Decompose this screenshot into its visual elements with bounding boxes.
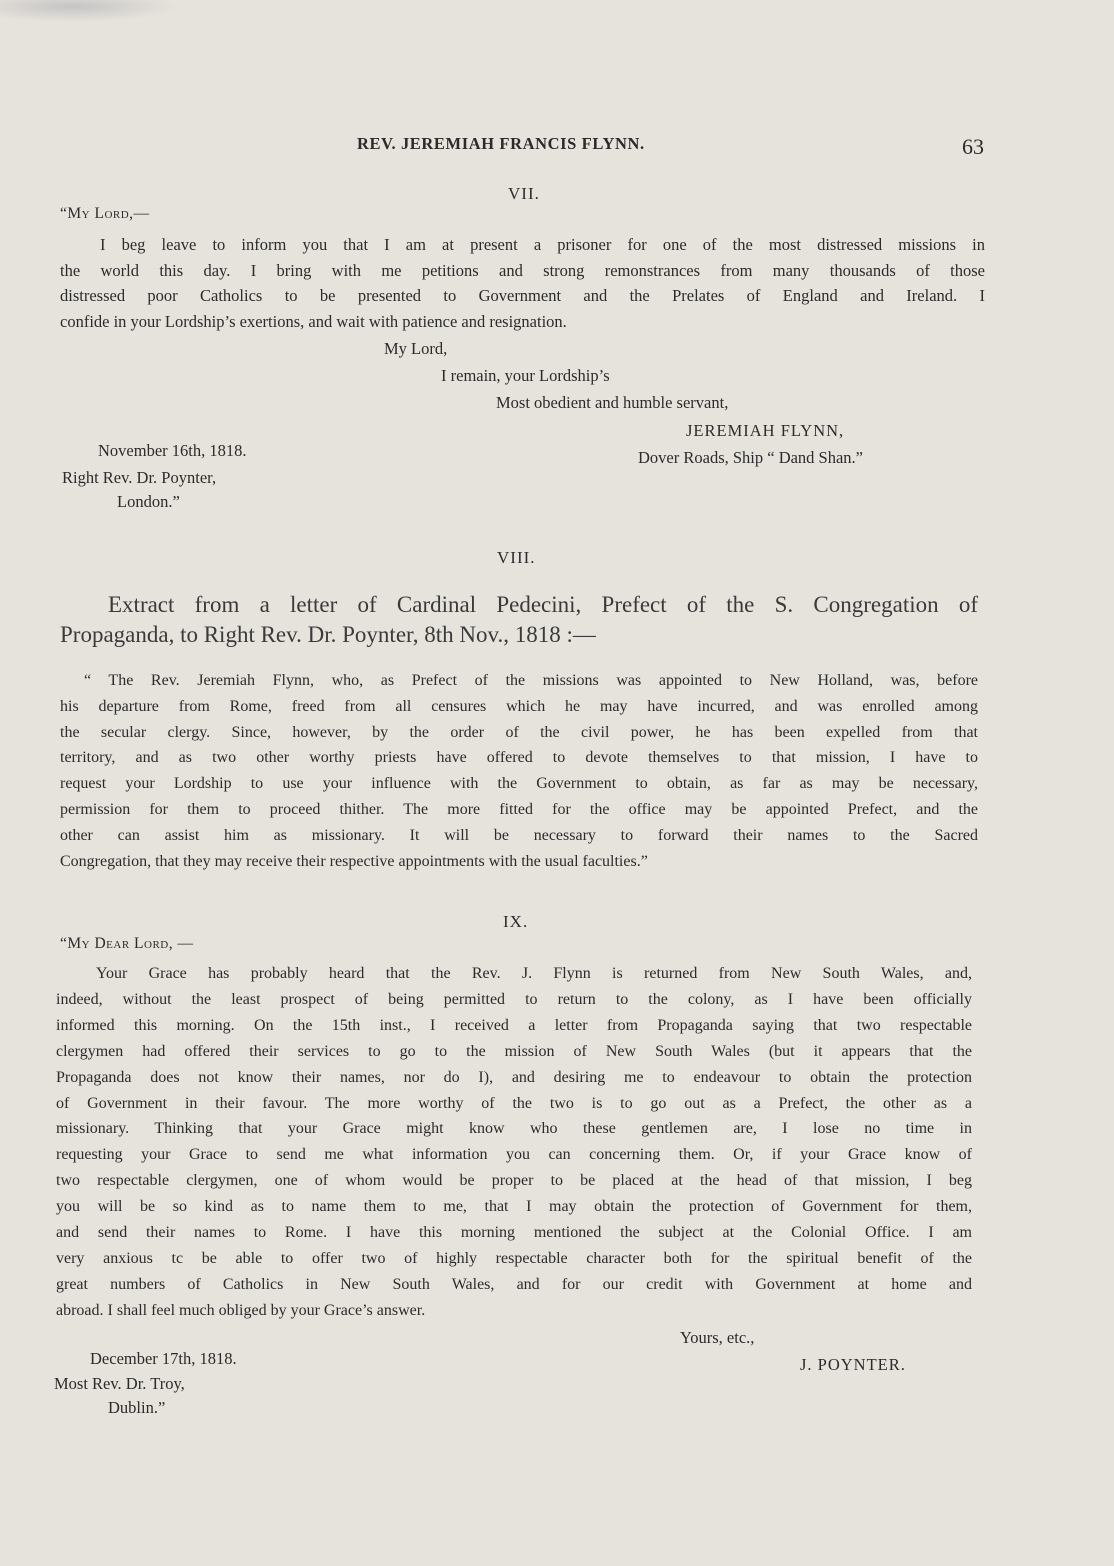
letter-ix-salutation: “My Dear Lord, — — [60, 935, 194, 952]
page-smudge — [0, 0, 180, 22]
body-line: other can assist him as missionary. It will be necessary to forward their names to the Sacred — [60, 826, 978, 844]
body-line: his departure from Rome, freed from all censures which he may have incurred, and was enrolled among — [60, 697, 978, 715]
letter-ix-numeral: IX. — [503, 912, 529, 931]
body-line: the world this day. I bring with me petitions and strong remonstrances from many thousands of those — [60, 260, 985, 280]
body-line: of Government in their favour. The more worthy of the two is to go out as a Prefect, the other as a — [56, 1094, 972, 1112]
body-line: territory, and as two other worthy priests have offered to devote themselves to that mission, I have to — [60, 749, 978, 767]
body-line: great numbers of Catholics in New South Wales, and for our credit with Government at home and — [56, 1275, 972, 1293]
body-line: indeed, without the least prospect of being permitted to return to the colony, as I have been officially — [56, 990, 972, 1008]
letter-viii-numeral: VIII. — [497, 548, 536, 567]
letter-ix-close: Yours, etc., — [680, 1328, 755, 1347]
letter-ix-signature: J. POYNTER. — [800, 1355, 906, 1374]
body-line: Congregation, that they may receive their respective appointments with the usual faculties.” — [60, 852, 648, 870]
letter-vii-date: November 16th, 1818. — [98, 441, 247, 460]
body-line: request your Lordship to use your influence with the Government to obtain, as far as may be necessary, — [60, 775, 978, 793]
letter-vii-addressee-2: London.” — [117, 492, 180, 511]
extract-heading — [60, 590, 978, 650]
body-line: two respectable clergymen, one of whom would be proper to be placed at the head of that mission, I beg — [56, 1172, 972, 1190]
body-line: Your Grace has probably heard that the Rev. J. Flynn is returned from New South Wales, and, — [96, 965, 972, 982]
letter-ix-date: December 17th, 1818. — [90, 1349, 237, 1368]
letter-vii-signature: JEREMIAH FLYNN, — [686, 421, 845, 440]
body-line: requesting your Grace to send me what information you can concerning them. Or, if your Grace know of — [56, 1146, 972, 1164]
letter-vii-close-3: Most obedient and humble servant, — [496, 393, 729, 412]
body-line: confide in your Lordship’s exertions, and wait with patience and resignation. — [60, 312, 567, 332]
body-line: missionary. Thinking that your Grace might know who these gentlemen are, I lose no time in — [56, 1120, 972, 1138]
body-line: distressed poor Catholics to be presented to Government and the Prelates of England and Ireland. I — [60, 286, 985, 306]
body-line: Propaganda does not know their names, nor do I), and desiring me to endeavour to obtain the protection — [56, 1068, 972, 1086]
body-line: abroad. I shall feel much obliged by your Grace’s answer. — [56, 1301, 426, 1319]
body-line: very anxious tc be able to offer two of highly respectable character both for the spiritual benefit of the — [56, 1249, 972, 1267]
extract-heading-line: Propaganda, to Right Rev. Dr. Poynter, 8th Nov., 1818 :— — [60, 622, 596, 647]
letter-vii-close-1: My Lord, — [384, 339, 448, 358]
letter-vii-signature-place: Dover Roads, Ship “ Dand Shan.” — [638, 448, 864, 467]
extract-heading-line: Extract from a letter of Cardinal Pedecini, Prefect of the S. Congregation of — [108, 592, 978, 617]
running-head: REV. JEREMIAH FRANCIS FLYNN. — [357, 134, 645, 153]
letter-ix-body — [56, 961, 972, 1324]
body-line: clergymen had offered their services to go to the mission of New South Wales (but it appears that the — [56, 1042, 972, 1060]
letter-viii-body — [60, 668, 978, 874]
letter-vii-addressee-1: Right Rev. Dr. Poynter, — [62, 468, 217, 487]
page-number: 63 — [962, 134, 984, 159]
letter-vii-close-2: I remain, your Lordship’s — [441, 366, 610, 385]
body-line: informed this morning. On the 15th inst., I received a letter from Propaganda saying that two respectable — [56, 1016, 972, 1034]
letter-ix-addressee-1: Most Rev. Dr. Troy, — [54, 1374, 185, 1393]
body-line: permission for them to proceed thither. The more fitted for the office may be appointed Prefect, and the — [60, 800, 978, 818]
letter-vii-numeral: VII. — [508, 184, 540, 203]
body-line: “ The Rev. Jeremiah Flynn, who, as Prefect of the missions was appointed to New Holland, was, before — [84, 672, 978, 689]
letter-ix-addressee-2: Dublin.” — [108, 1398, 166, 1417]
body-line: you will be so kind as to name them to me, that I may obtain the protection of Government for them, — [56, 1198, 972, 1216]
letter-vii-body — [60, 232, 985, 335]
letter-vii-salutation: “My Lord,— — [60, 205, 150, 222]
body-line: and send their names to Rome. I have this morning mentioned the subject at the Colonial Office. I am — [56, 1224, 972, 1242]
body-line: I beg leave to inform you that I am at present a prisoner for one of the most distressed missions in — [100, 235, 985, 254]
body-line: the secular clergy. Since, however, by the order of the civil power, he has been expelled from that — [60, 723, 978, 741]
